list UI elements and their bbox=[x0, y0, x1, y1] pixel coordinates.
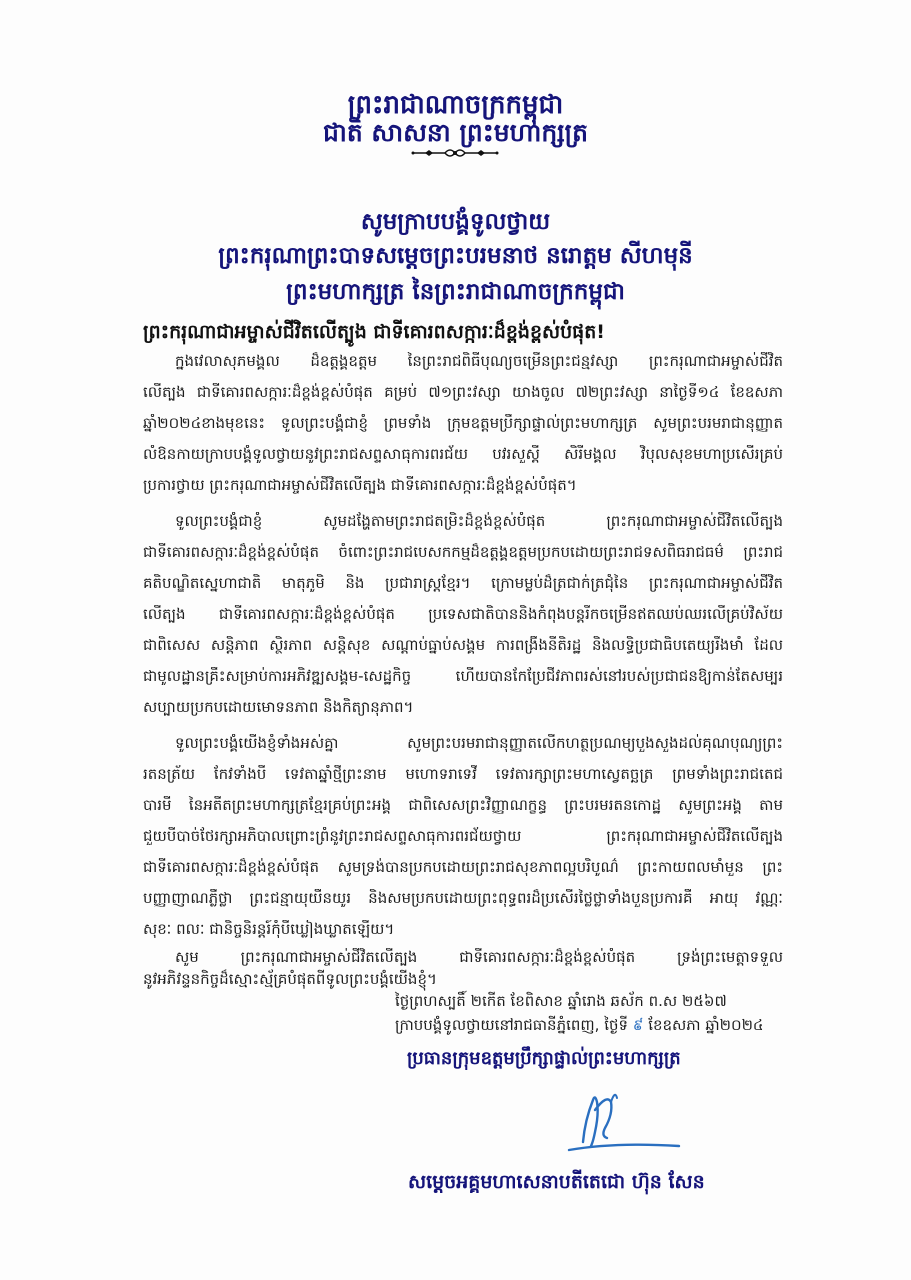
p2-line-5: ជាពិសេស សន្តិភាព ស្ថិរភាព សន្តិសុខ សណ្តាប់ធ្នាប់សង្គម ការពង្រឹងនីតិរដ្ឋ និងលទ្ធិប្រជាធិបតេយ្យរឹងមាំ ដែល bbox=[143, 636, 783, 654]
p4-line-1: សូម ព្រះករុណាជាអម្ចាស់ជីវិតលើត្បូង ជាទីគោរពសក្ការៈដ៏ខ្ពង់ខ្ពស់បំផុត ទ្រង់ព្រះមេត្តាទទួល bbox=[175, 948, 783, 966]
p1-line-1: ក្នុងវេលាសុភមង្គល ដ៏ឧត្តុង្គឧត្តម នៃព្រះរាជពិធីបុណ្យចម្រើនព្រះជន្មវស្សា ព្រះករុណាជាអម្ចាស់ជីវិត bbox=[175, 352, 783, 370]
p4-line-2: នូវអភិវន្ទនកិច្ចដ៏ស្មោះស្ម័គ្របំផុតពីទូលព្រះបង្គំយើងខ្ញុំ។ bbox=[143, 970, 437, 988]
p3-line-1: ទូលព្រះបង្គំយើងខ្ញុំទាំងអស់គ្នា សូមព្រះបរមរាជានុញ្ញាតលើកហត្ថប្រណម្យបួងសួងដល់គុណបុណ្យព្រះ bbox=[175, 734, 783, 752]
p2-line-4: លើត្បូង ជាទីគោរពសក្ការៈដ៏ខ្ពង់ខ្ពស់បំផុត ប្រទេសជាតិបាននិងកំពុងបន្តរីកចម្រើនឥតឈប់ឈរលើគ្រប់វិស័យ bbox=[143, 605, 783, 623]
place-date-prefix: ក្រាបបង្គំទូលថ្វាយនៅរាជធានីភ្នំពេញ, ថ្ងៃទី bbox=[395, 1016, 628, 1034]
p3-line-4: ជួយបីបាច់ថែរក្សាអភិបាលព្រោះព្រំនូវព្រះរាជសព្ទសាធុការពរជ័យថ្វាយ ព្រះករុណាជាអម្ចាស់ជីវិតលើត្បូង bbox=[143, 827, 783, 845]
p2-line-1: ទូលព្រះបង្គំជាខ្ញុំ សូមដង្ហែតាមព្រះរាជតម្រិះដ៏ខ្ពង់ខ្ពស់បំផុត ព្រះករុណាជាអម្ចាស់ជីវិតលើត្បូង bbox=[175, 512, 783, 530]
p2-line-7: សប្បាយប្រកបដោយមោទនភាព និងកិត្យានុភាព។ bbox=[143, 698, 414, 716]
salutation: ព្រះករុណាជាអម្ចាស់ជីវិតលើត្បូង ជាទីគោរពសក្ការៈដ៏ខ្ពង់ខ្ពស់បំផុត! bbox=[143, 321, 605, 343]
p1-line-3: ឆ្នាំ២០២៤ខាងមុខនេះ ទូលព្រះបង្គំជាខ្ញុំ ព្រមទាំង ក្រុមឧត្តមប្រឹក្សាផ្ទាល់ព្រះមហាក្សត្រ សូមព្រះបរមរាជានុញ្ញាត bbox=[143, 414, 783, 432]
ornament-divider-icon bbox=[405, 145, 505, 161]
p3-line-3: បារមី នៃអតីតព្រះមហាក្សត្រខ្មែរគ្រប់ព្រះអង្គ ជាពិសេសព្រះវិញ្ញាណក្ខន្ធ ព្រះបរមរតនកោដ្ឋ សូមព្រះអង្គ តាម bbox=[143, 796, 783, 814]
signer-title: ប្រធានក្រុមឧត្តមប្រឹក្សាផ្ទាល់ព្រះមហាក្សត្រ bbox=[407, 1048, 681, 1069]
address-line-3: ព្រះមហាក្សត្រ នៃព្រះរាជាណាចក្រកម្ពុជា bbox=[286, 279, 625, 305]
p3-line-6: បញ្ញាញាណភ្លឺថ្លា ព្រះជន្មាយុយឺនយូរ និងសមប្រកបដោយព្រះពុទ្ធពរដ៏ប្រសើរថ្លៃថ្លាទាំងបួនប្រការគឺ អាយុ វណ្ណៈ bbox=[143, 889, 783, 907]
p1-line-5: ប្រការថ្វាយ ព្រះករុណាជាអម្ចាស់ជីវិតលើត្បូង ជាទីគោរពសក្ការៈដ៏ខ្ពង់ខ្ពស់បំផុត។ bbox=[143, 476, 577, 494]
place-date-day: ៩ bbox=[632, 1016, 644, 1034]
national-motto: ជាតិ សាសនា ព្រះមហាក្សត្រ bbox=[323, 118, 588, 147]
p3-line-2: រតនត្រ័យ កែវទាំងបី ទេវតាឆ្នាំថ្មីព្រះនាម មហោទរាទេវី ទេវតារក្សាព្រះមហាស្វេតច្ឆត្រ ព្រមទាំងព្រះរាជតេជ bbox=[143, 765, 783, 783]
place-date bbox=[395, 1016, 785, 1038]
p1-line-2: លើត្បូង ជាទីគោរពសក្ការៈដ៏ខ្ពង់ខ្ពស់បំផុត គម្រប់ ៧១ព្រះវស្សា យាងចូល ៧២ព្រះវស្សា នាថ្ងៃទី១៤ ខែឧសភា bbox=[143, 383, 783, 401]
p2-line-2: ជាទីគោរពសក្ការៈដ៏ខ្ពង់ខ្ពស់បំផុត ចំពោះព្រះរាជបេសកកម្មដ៏ឧត្តុង្គឧត្តមប្រកបដោយព្រះរាជទសពិធរាជធម៌ ព្រះរាជ bbox=[143, 543, 783, 561]
address-line-2: ព្រះករុណាព្រះបាទសម្តេចព្រះបរមនាថ នរោត្តម សីហមុនី bbox=[218, 243, 693, 269]
p3-line-7: សុខៈ ពលៈ ជានិច្ចនិរន្តរ៍កុំបីឃ្លៀងឃ្លាតឡើយ។ bbox=[143, 920, 395, 938]
signer-name: សម្តេចអគ្គមហាសេនាបតីតេជោ ហ៊ុន សែន bbox=[408, 1171, 705, 1193]
place-date-month-year: ខែឧសភា ឆ្នាំ២០២៤ bbox=[648, 1016, 764, 1034]
p3-line-5: ជាទីគោរពសក្ការៈដ៏ខ្ពង់ខ្ពស់បំផុត សូមទ្រង់បានប្រកបដោយព្រះរាជសុខភាពល្អបរិបូណ៌ ព្រះកាយពលមាំមួន ព្រះ bbox=[143, 858, 783, 876]
p1-line-4: លំឱនកាយក្រាបបង្គំទូលថ្វាយនូវព្រះរាជសព្ទសាធុការពរជ័យ បវរសួស្តី សិរីមង្គល វិបុលសុខមហាប្រសើរគ្រប់ bbox=[143, 445, 783, 463]
handwritten-signature-icon bbox=[555, 1080, 685, 1160]
address-line-1: សូមក្រាបបង្គំទូលថ្វាយ bbox=[360, 209, 551, 235]
p2-line-6: ជាមូលដ្ឋានគ្រឹះសម្រាប់ការអភិវឌ្ឍសង្គម-សេដ្ឋកិច្ច ហើយបានកែប្រែជីវភាពរស់នៅរបស់ប្រជាជនឱ្យកាន់តែសម្បូរ bbox=[143, 667, 783, 685]
kingdom-heading: ព្រះរាជាណាចក្រកម្ពុជា bbox=[347, 90, 564, 120]
lunar-date: ថ្ងៃព្រហស្បតិ៍ ២កើត ខែពិសាខ ឆ្នាំរោង ឆស័ក ព.ស ២៥៦៧ bbox=[395, 992, 727, 1010]
p2-line-3: គតិបណ្ឌិតស្នេហាជាតិ មាតុភូមិ និង ប្រជារាស្ត្រខ្មែរ។ ក្រោមម្លប់ដ៏ត្រជាក់ត្រជុំនៃ ព្រះករុណាជាអម្ចាស់ជីវិត bbox=[143, 574, 783, 592]
